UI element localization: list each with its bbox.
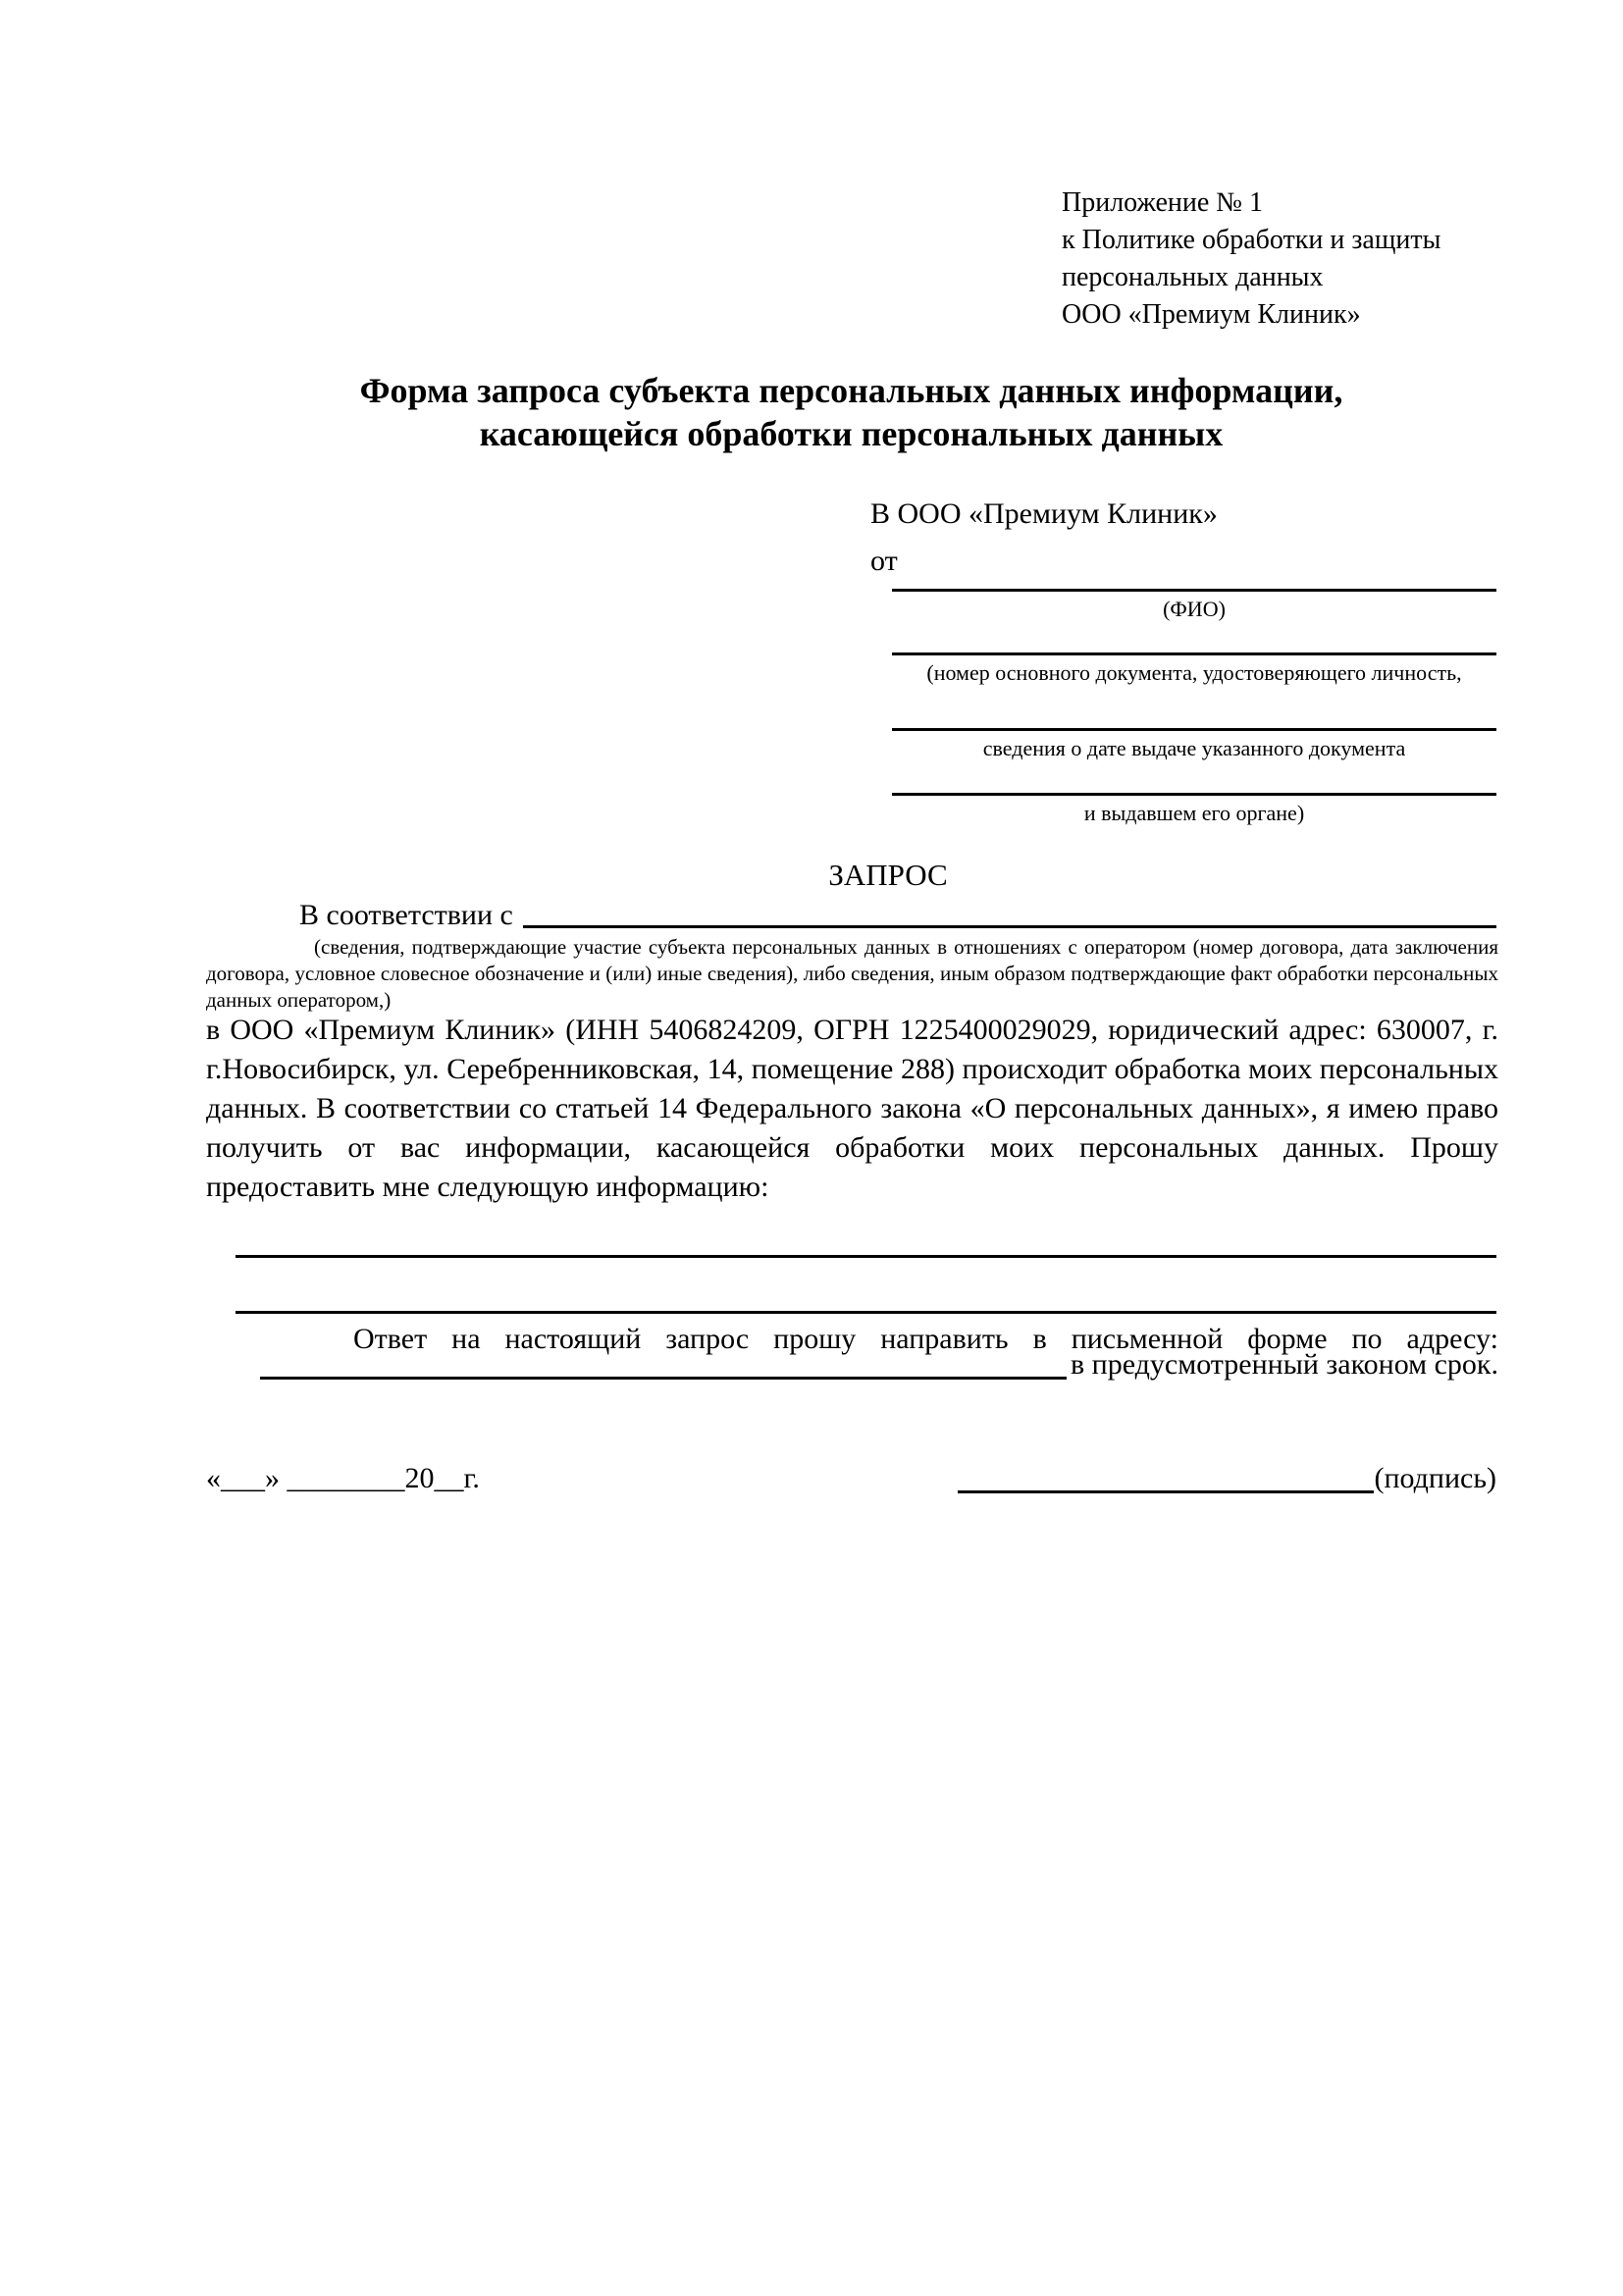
- document-title-line-1: Форма запроса субъекта персональных данных информации,: [359, 371, 1343, 410]
- info-request-line-1[interactable]: [236, 1255, 1496, 1258]
- response-address-row: [206, 1346, 1498, 1383]
- date-signature-row: [206, 1460, 1496, 1497]
- issuer-field-line[interactable]: [892, 793, 1496, 796]
- address-field-line[interactable]: [260, 1377, 1067, 1380]
- issuer-caption: и выдавшем его органе): [1083, 801, 1305, 825]
- signature-field-line[interactable]: [958, 1490, 1374, 1493]
- policy-reference-line: к Политике обработки и защиты: [1062, 225, 1441, 255]
- accordance-note: (сведения, подтверждающие участие субъекта персональных данных в отношениях с оператором (номер договора, дата заключения договора, условное словесное обозначение и (или) иные сведения), либо сведения, иным образом подтверждающие факт обработки персональных данных оператором,): [206, 935, 1498, 1012]
- issue-date-caption: сведения о дате выдаче указанного документа: [982, 736, 1406, 760]
- request-heading: ЗАПРОС: [828, 858, 948, 892]
- response-instruction: Ответ на настоящий запрос прошу направить в письменной форме по адресу:: [353, 1323, 1498, 1355]
- document-title-line-2: касающейся обработки персональных данных: [479, 414, 1224, 453]
- doc-number-field-line[interactable]: [892, 652, 1496, 655]
- appendix-number-line: Приложение № 1: [1062, 187, 1263, 218]
- date-fill-in[interactable]: «___» ________20__г.: [206, 1462, 480, 1494]
- response-deadline-text: в предусмотренный законом срок.: [1071, 1348, 1498, 1381]
- organization-name-line: ООО «Премиум Клиник»: [1062, 299, 1361, 330]
- accordance-label: В соответствии с: [299, 899, 513, 931]
- accordance-field-line[interactable]: [523, 925, 1496, 928]
- document-title: [206, 369, 1496, 455]
- appendix-reference-block: [1062, 184, 1440, 334]
- addressee-from-label: от: [870, 545, 898, 577]
- policy-reference-line-2: персональных данных: [1062, 262, 1324, 292]
- signature-caption: (подпись): [1374, 1462, 1496, 1494]
- accordance-row: [206, 899, 1496, 932]
- issue-date-field-line[interactable]: [892, 728, 1496, 731]
- addressee-to: В ООО «Премиум Клиник»: [870, 497, 1218, 530]
- fio-field-line[interactable]: [892, 589, 1496, 592]
- doc-number-caption: (номер основного документа, удостоверяющего личность,: [926, 660, 1462, 685]
- signature-group: [958, 1460, 1496, 1497]
- request-body-paragraph: в ООО «Премиум Клиник» (ИНН 5406824209, ОГРН 1225400029029, юридический адрес: 630007, г. г.Новосибирск, ул. Серебренниковская, 14, помещение 288) происходит обработка моих персональных данных. В соответствии со статьей 14 Федерального закона «О персональных данных», я имею право получить от вас информации, касающейся обработки моих персональных данных. Прошу предоставить мне следующую информацию:: [206, 1014, 1498, 1203]
- fio-caption: (ФИО): [1163, 597, 1226, 621]
- info-request-line-2[interactable]: [236, 1311, 1496, 1314]
- addressee-block: [870, 491, 1218, 585]
